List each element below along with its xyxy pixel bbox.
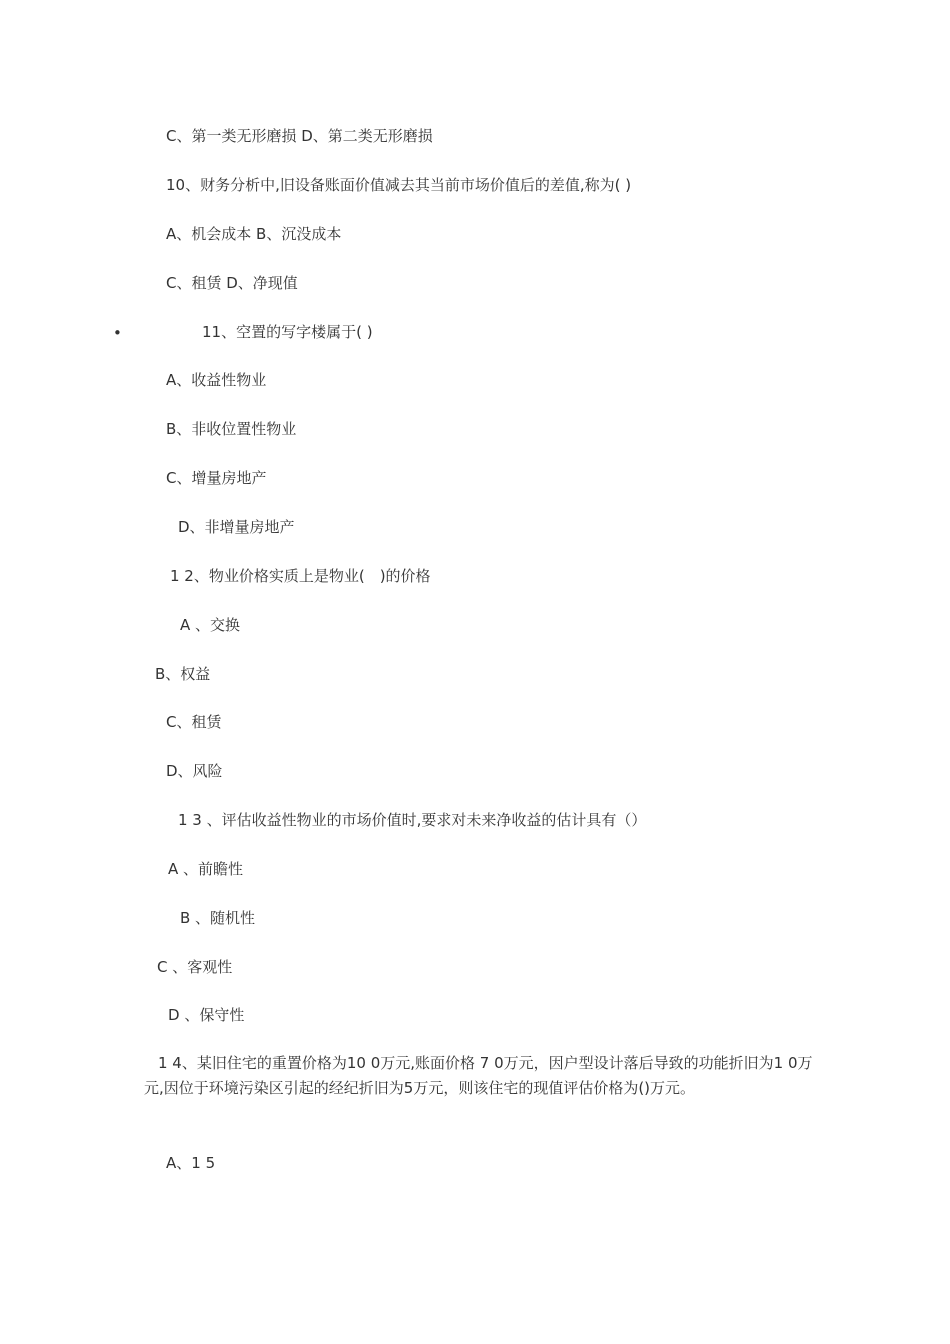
option-b-q13: B 、随机性 [180,909,256,927]
option-d-q11: D、非增量房地产 [178,518,295,536]
option-c-q11: C、增量房地产 [166,469,267,487]
option-line-c-d-q9: C、第一类无形磨损 D、第二类无形磨损 [166,127,433,145]
option-c-q12: C、租赁 [166,713,222,731]
option-line-a-b-q10: A、机会成本 B、沉没成本 [166,225,342,243]
list-bullet: • [113,324,122,342]
option-a-q12: A 、交换 [180,616,241,634]
option-line-c-d-q10: C、租赁 D、净现值 [166,274,298,292]
option-a-q13: A 、前瞻性 [168,860,244,878]
question-14: 1 4、某旧住宅的重置价格为10 0万元,账面价格 7 0万元，因户型设计落后导致的功能折旧为1 0万元,因位于环境污染区引起的经纪折旧为5万元，则该住宅的现值评估价格为()万元。 [144,1054,813,1097]
question-12: 1 2、物业价格实质上是物业( )的价格 [170,567,431,585]
option-b-q11: B、非收位置性物业 [166,420,297,438]
option-d-q12: D、风险 [166,762,223,780]
option-c-q13: C 、客观性 [157,958,233,976]
question-13: 1 3 、评估收益性物业的市场价值时,要求对未来净收益的估计具有（） [178,811,647,829]
option-d-q13: D 、保守性 [168,1006,245,1024]
option-b-q12: B、权益 [155,665,211,683]
option-a-q14: A、1 5 [166,1154,216,1172]
option-a-q11: A、收益性物业 [166,371,267,389]
question-11: 11、空置的写字楼属于( ) [202,323,373,341]
question-10: 10、财务分析中,旧设备账面价值减去其当前市场价值后的差值,称为( ) [166,176,632,194]
